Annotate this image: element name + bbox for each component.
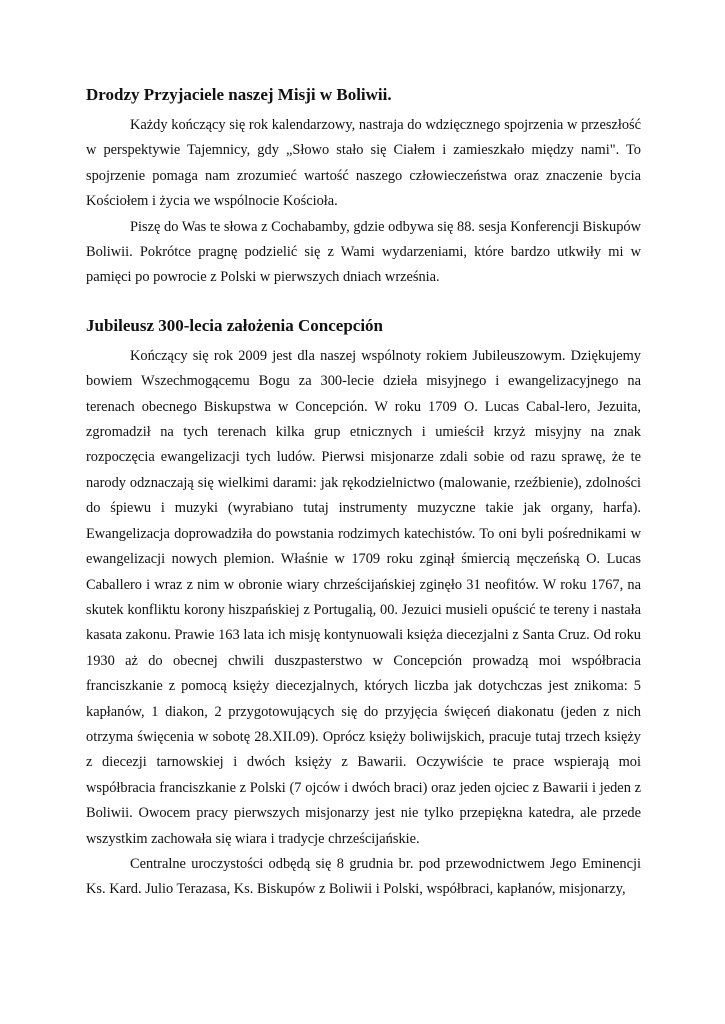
section-spacer [86,291,641,315]
cochabamba-paragraph: Piszę do Was te słowa z Cochabamby, gdzie odbywa się 88. sesja Konferencji Biskupów Boliwii. Pokrótce pragnę podzielić się z Wami wydarzeniami, które bardzo utkwiły mi w pamięci po powrocie z Polski w pierwszych dniach września. [86,218,641,286]
letter-page [86,84,641,903]
jubilee-history-paragraph: Kończący się rok 2009 jest dla naszej wspólnoty rokiem Jubileuszowym. Dziękujemy bowiem Wszechmogącemu Bogu za 300-lecie dzieła misyjnego i ewangelizacyjnego na terenach obecnego Biskupstwa w Concepción. W roku 1709 O. Lucas Cabal-lero, Jezuita, zgromadził na tych terenach kilka grup etnicznych i umieścił krzyż misyjny na znak rozpoczęcia ewangelizacji tych ludów. Pierwsi misjonarze zdali sobie od razu sprawę, że te narody odznaczają się wielkimi darami: jak rękodzielnictwo (malowanie, rzeźbienie), zdolności do śpiewu i muzyki (wyrabiano tutaj instrumenty muzyczne takie jak organy, harfa). Ewangelizacja doprowadziła do powstania rodzimych katechistów. To oni byli pośrednikami w ewangelizacji nowych plemion. Właśnie w 1709 roku zginął śmiercią męczeńską O. Lucas Caballero i wraz z nim w obronie wiary chrześcijańskiej zginęło 31 neofitów. W roku 1767, na skutek konfliktu korony hiszpańskiej z Portugalią, 00. Jezuici musieli opuścić te tereny i nastała kasata zakonu. Prawie 163 lata ich misję kontynuowali księża diecezjalni z Santa Cruz. Od roku 1930 aż do obecnej chwili duszpasterstwo w Concepción prowadzą moi współbracia franciszkanie z pomocą księży diecezjalnych, których liczba jak dotychczas jest znikoma: 5 kapłanów, 1 diakon, 2 przygotowujących się do przyjęcia święceń diakonatu (jeden z nich otrzyma święcenia w sobotę 28.XII.09). Oprócz księży boliwijskich, pracuje tutaj trzech księży z diecezji tarnowskiej i dwóch księży z Bawarii. Oczywiście te prace wspierają moi współbracia franciszkanie z Polski (7 ojców i dwóch braci) oraz jeden ojciec z Bawarii i jeden z Boliwii. Owocem pracy pierwszych misjonarzy jest nie tylko przepiękna katedra, ale przede wszystkim zachowała się wiara i tradycje chrześcijańskie. [86,347,641,847]
celebrations-paragraph: Centralne uroczystości odbędą się 8 grudnia br. pod przewodnictwem Jego Eminencji Ks. Kard. Julio Terazasa, Ks. Biskupów z Boliwii i Polski, współbraci, kapłanów, misjonarzy, [86,855,641,898]
greeting-heading: Drodzy Przyjaciele naszej Misji w Boliwii. [86,85,392,104]
jubilee-heading: Jubileusz 300-lecia założenia Concepción [86,315,384,335]
intro-paragraph: Każdy kończący się rok kalendarzowy, nastraja do wdzięcznego spojrzenia w przeszłość w perspektywie Tajemnicy, gdy „Słowo stało się Ciałem i zamieszkało między nami". To spojrzenie pomaga nam zrozumieć wartość naszego człowieczeństwa oraz znaczenie bycia Kościołem i życia we wspólnocie Kościoła. [86,117,641,210]
